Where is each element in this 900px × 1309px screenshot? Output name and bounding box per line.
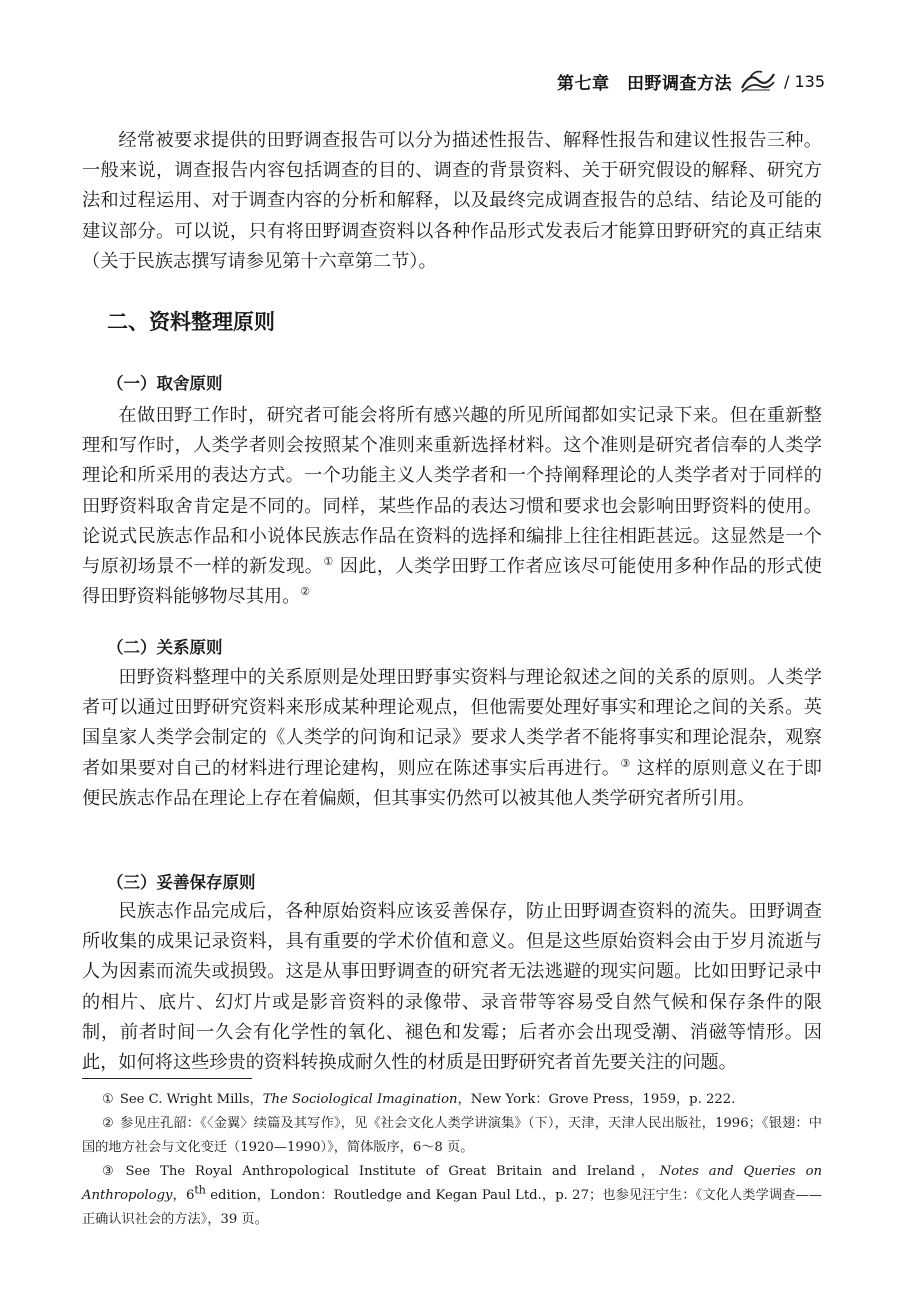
subsection-1-text	[82, 401, 822, 612]
footnote-mark: ①	[102, 1092, 114, 1107]
book-logo-icon	[740, 68, 776, 94]
subsection-2-paragraph	[82, 663, 822, 814]
footnote-mark: ②	[102, 1116, 114, 1131]
footnote-text: See The Royal Anthropological Institute of Great Britain and Ireland，	[125, 1164, 660, 1179]
footnote-text: 参见庄孔韶：《〈金翼〉续篇及其写作》，见《社会文化人类学讲演集》（下），天津，天津人民出版社，1996；《银翅：中国的地方社会与文化变迁（1920—1990）》，简体版序，6～8 页。	[82, 1116, 822, 1155]
section-heading: 二、资料整理原则	[107, 310, 275, 334]
footnote-text: ，New York：Grove Press，1959，p. 222.	[457, 1092, 736, 1107]
subsection-1-text-a: 在做田野工作时，研究者可能会将所有感兴趣的所见所闻都如实记录下来。但在重新整理和写作时，人类学者则会按照某个准则来重新选择材料。这个准则是研究者信奉的人类学理论和所采用的表达方式。一个功能主义人类学者和一个持阐释理论的人类学者对于同样的田野资料取舍肯定是不同的。同样，某些作品的表达习惯和要求也会影响田野资料的使用。论说式民族志作品和小说体民族志作品在资料的选择和编排上往往相距甚远。这显然是一个与原初场景不一样的新发现。	[82, 405, 822, 578]
subsection-heading-3: （三）妥善保存原则	[107, 873, 256, 892]
subsection-3-text: 民族志作品完成后，各种原始资料应该妥善保存，防止田野调查资料的流失。田野调查所收集的成果记录资料，具有重要的学术价值和意义。但是这些原始资料会由于岁月流逝与人为因素而流失或损毁。这是从事田野调查的研究者无法逃避的现实问题。比如田野记录中的相片、底片、幻灯片或是影音资料的录像带、录音带等容易受自然气候和保存条件的限制，前者时间一久会有化学性的氧化、褪色和发霉；后者亦会出现受潮、消磁等情形。因此，如何将这些珍贵的资料转换成耐久性的材质是田野研究者首先要关注的问题。	[82, 901, 822, 1074]
footnotes	[82, 1088, 822, 1232]
subsection-heading-1: （一）取舍原则	[107, 374, 223, 393]
subsection-2-text	[82, 663, 822, 814]
footnote-text: edition，London：Routledge and Kegan Paul Ltd.，p. 27；也参见汪宁生：《文化人类学调查——正确认识社会的方法》，39 页。	[82, 1188, 822, 1227]
footnote-text: ，6	[172, 1188, 195, 1203]
subsection-2-text-b: 这样的原则意义在于即便民族志作品在理论上存在着偏颇，但其事实仍然可以被其他人类学研究者所引用。	[82, 757, 822, 809]
footnote-superscript: th	[194, 1183, 206, 1197]
footnote-ref-3[interactable]: ③	[620, 756, 631, 770]
running-header	[557, 68, 825, 94]
footnote-text: See C. Wright Mills，	[119, 1092, 263, 1107]
subsection-heading-2: （二）关系原则	[107, 638, 223, 657]
subsection-2-text-a: 田野资料整理中的关系原则是处理田野事实资料与理论叙述之间的关系的原则。人类学者可以通过田野研究资料来形成某种理论观点，但他需要处理好事实和理论之间的关系。英国皇家人类学会制定的《人类学的问询和记录》要求人类学者不能将事实和理论混杂，观察者如果要对自己的材料进行理论建构，则应在陈述事实后再进行。	[82, 667, 822, 779]
footnote-book-title: Notes and Queries on Anthropology	[82, 1164, 822, 1203]
footnote-ref-2[interactable]: ②	[300, 585, 311, 599]
footnote-mark: ③	[102, 1164, 120, 1179]
footnote-1	[82, 1088, 822, 1112]
intro-text: 经常被要求提供的田野调查报告可以分为描述性报告、解释性报告和建议性报告三种。一般来说，调查报告内容包括调查的目的、调查的背景资料、关于研究假设的解释、研究方法和过程运用、对于调查内容的分析和解释，以及最终完成调查报告的总结、结论及可能的建议部分。可以说，只有将田野调查资料以各种作品形式发表后才能算田野研究的真正结束（关于民族志撰写请参见第十六章第二节）。	[82, 130, 822, 272]
chapter-title: 第七章 田野调查方法	[556, 73, 732, 94]
footnote-divider	[82, 1078, 252, 1079]
intro-paragraph	[82, 126, 822, 277]
subsection-1-text-b: 因此，人类学田野工作者应该尽可能使用多种作品的形式使得田野资料能够物尽其用。	[82, 556, 822, 608]
footnote-ref-1[interactable]: ①	[323, 554, 334, 568]
footnote-3	[82, 1160, 822, 1232]
subsection-1-paragraph	[82, 401, 822, 612]
footnote-2	[82, 1112, 822, 1160]
subsection-3-paragraph	[82, 897, 822, 1078]
footnote-book-title: The Sociological Imagination	[262, 1092, 458, 1107]
page-number: / 135	[783, 71, 825, 91]
